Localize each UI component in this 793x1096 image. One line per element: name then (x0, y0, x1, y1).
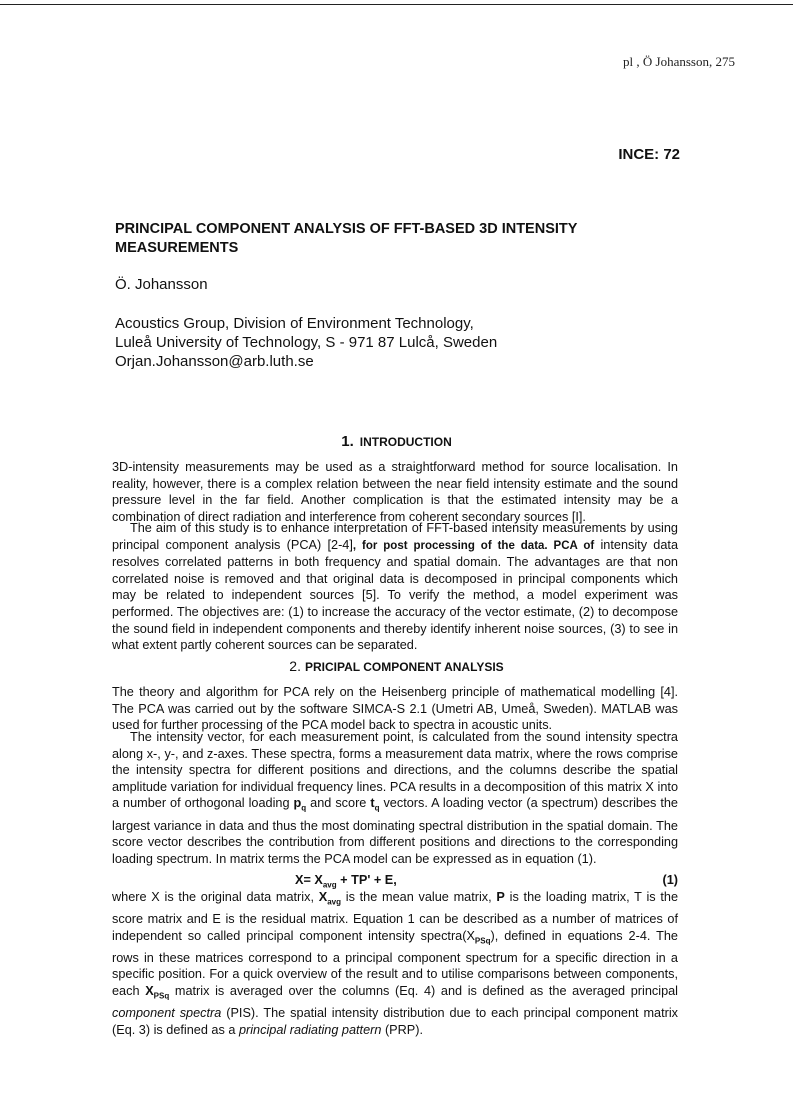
conference-id: INCE: 72 (618, 146, 680, 163)
subscript-q: q (301, 803, 307, 813)
symbol-p: P (496, 890, 505, 904)
subscript-avg: avg (327, 897, 341, 907)
equation-subscript: avg (322, 880, 337, 890)
text-run: is the loading matrix, T is the score matrix and E is the residual matrix. Equation 1 can be described as a number of matrices of independent so called principal component intensity (112, 890, 679, 943)
text-run: vectors. A loading vector (a spectrum) describes the largest variance in data and thus the most dominating spectral distribution in the spatial domain. The score vector describes the contribution from different positions and directions to the corresponding loading spectrum. In matrix terms the PCA model can be expressed as in equation (1). (112, 796, 678, 866)
text-run-spectra: spectra(X (420, 928, 475, 943)
affiliation-block (115, 314, 497, 371)
term-component-spectra: component spectra (112, 1006, 222, 1021)
text-run: (PRP). (381, 1022, 424, 1037)
author-name: Ö. Johansson (115, 276, 208, 293)
text-run: (PIS). (221, 1006, 259, 1021)
running-header: pl , Ö Johansson, 275 (623, 54, 735, 69)
symbol-t: t (370, 796, 375, 811)
term-principal-radiating-pattern: principal radiating pattern (238, 1022, 382, 1037)
author-email: Orjan.Johansson@arb.luth.se (115, 353, 314, 370)
symbol-x: X (145, 984, 154, 999)
section-heading-pca (0, 658, 793, 674)
text-run: matrix is averaged over the columns (Eq. 4) and is defined as the averaged principal (169, 984, 678, 999)
text-run: The aim of this study is to enhance interpretation of FFT-based intensity measurements by using principal component analysis (PCA) [2-4] (112, 521, 678, 552)
equation-rhs: + TP' + E, (336, 873, 397, 887)
text-run: The intensity vector, for each measurement point, is calculated from the sound intensity spectra along x-, y-, and z-axes. These spectra, forms a measurement data matrix, where the rows comprise the intensity spectra for different positions and directions, and the columns describe the spatial amplitude variation for individual frequency lines. PCA results in a decomposition of this matrix X into a number of orthogonal loading (112, 730, 678, 811)
text-run: and score (306, 796, 371, 811)
affiliation-line: Acoustics Group, Division of Environment Technology, (115, 315, 474, 332)
paragraph-intro-1: 3D-intensity measurements may be used as a straightforward method for source localisation. In reality, however, there is a complex relation between the near field intensity estimate and the sound pressure level in the far field. Another complication is that the estimated intensity may be a combination of direct radiation and interference from coherent secondary sources [I]. (112, 460, 678, 524)
symbol-x: X (318, 890, 328, 904)
affiliation-line: Luleå University of Technology, S - 971 87 Lulcå, Sweden (115, 334, 498, 351)
section-title: INTRODUCTION (359, 435, 452, 449)
symbol-p: p (293, 796, 302, 811)
text-run: defined in equations 2-4. The rows in these matrices correspond to a principal component spectrum for a specific direction in a specific position. For a quick overview of the result and to utilise comparisons between components, each (112, 928, 678, 999)
equation-number: (1) (662, 873, 678, 887)
subscript-psq: PSq (153, 991, 170, 1001)
top-rule (0, 4, 793, 5)
section-heading-introduction (0, 433, 793, 450)
paragraph-intro-2 (112, 520, 678, 654)
subscript-psq: PSq (474, 936, 491, 946)
text-run: The spatial intensity distribution due to each principal component matrix (Eq. 3) is defined as a (112, 1006, 679, 1037)
text-run: is the mean value matrix, (341, 890, 497, 904)
paragraph-pca-3 (112, 889, 678, 1038)
section-number: 1. (341, 433, 354, 450)
subscript-q: q (374, 803, 380, 813)
equation-body (295, 873, 397, 890)
text-run-bold: , for post processing of the data. PCA of (352, 539, 595, 552)
text-run: ), (490, 928, 499, 943)
section-number: 2. (289, 658, 301, 674)
text-run: intensity data resolves correlated patterns in both frequency and spatial domain. The advantages are that non correlated noise is removed and that original data is decomposed in principal components which may be related to independent sources [5]. To verify the method, a model experiment was performed. The objectives are: (1) to increase the accuracy of the vector estimate, (2) to decompose the sound field in independent components and thereby identify inherent noise sources, (3) to see in what extent partly coherent sources can be separated. (112, 537, 678, 653)
section-title: PRICIPAL COMPONENT ANALYSIS (304, 660, 504, 674)
paragraph-pca-2 (112, 729, 678, 867)
equation-lhs: X= X (295, 873, 323, 887)
paper-title: PRINCIPAL COMPONENT ANALYSIS OF FFT-BASED 3D INTENSITY MEASUREMENTS (115, 221, 578, 256)
text-run: where X is the original data matrix, (112, 890, 319, 904)
paragraph-pca-1: The theory and algorithm for PCA rely on the Heisenberg principle of mathematical modelling [4]. The PCA was carried out by the software SIMCA-S 2.1 (Umetri AB, Umeå, Sweden). MATLAB was used for further processing of the PCA model back to spectra in acoustic units. (112, 685, 678, 733)
